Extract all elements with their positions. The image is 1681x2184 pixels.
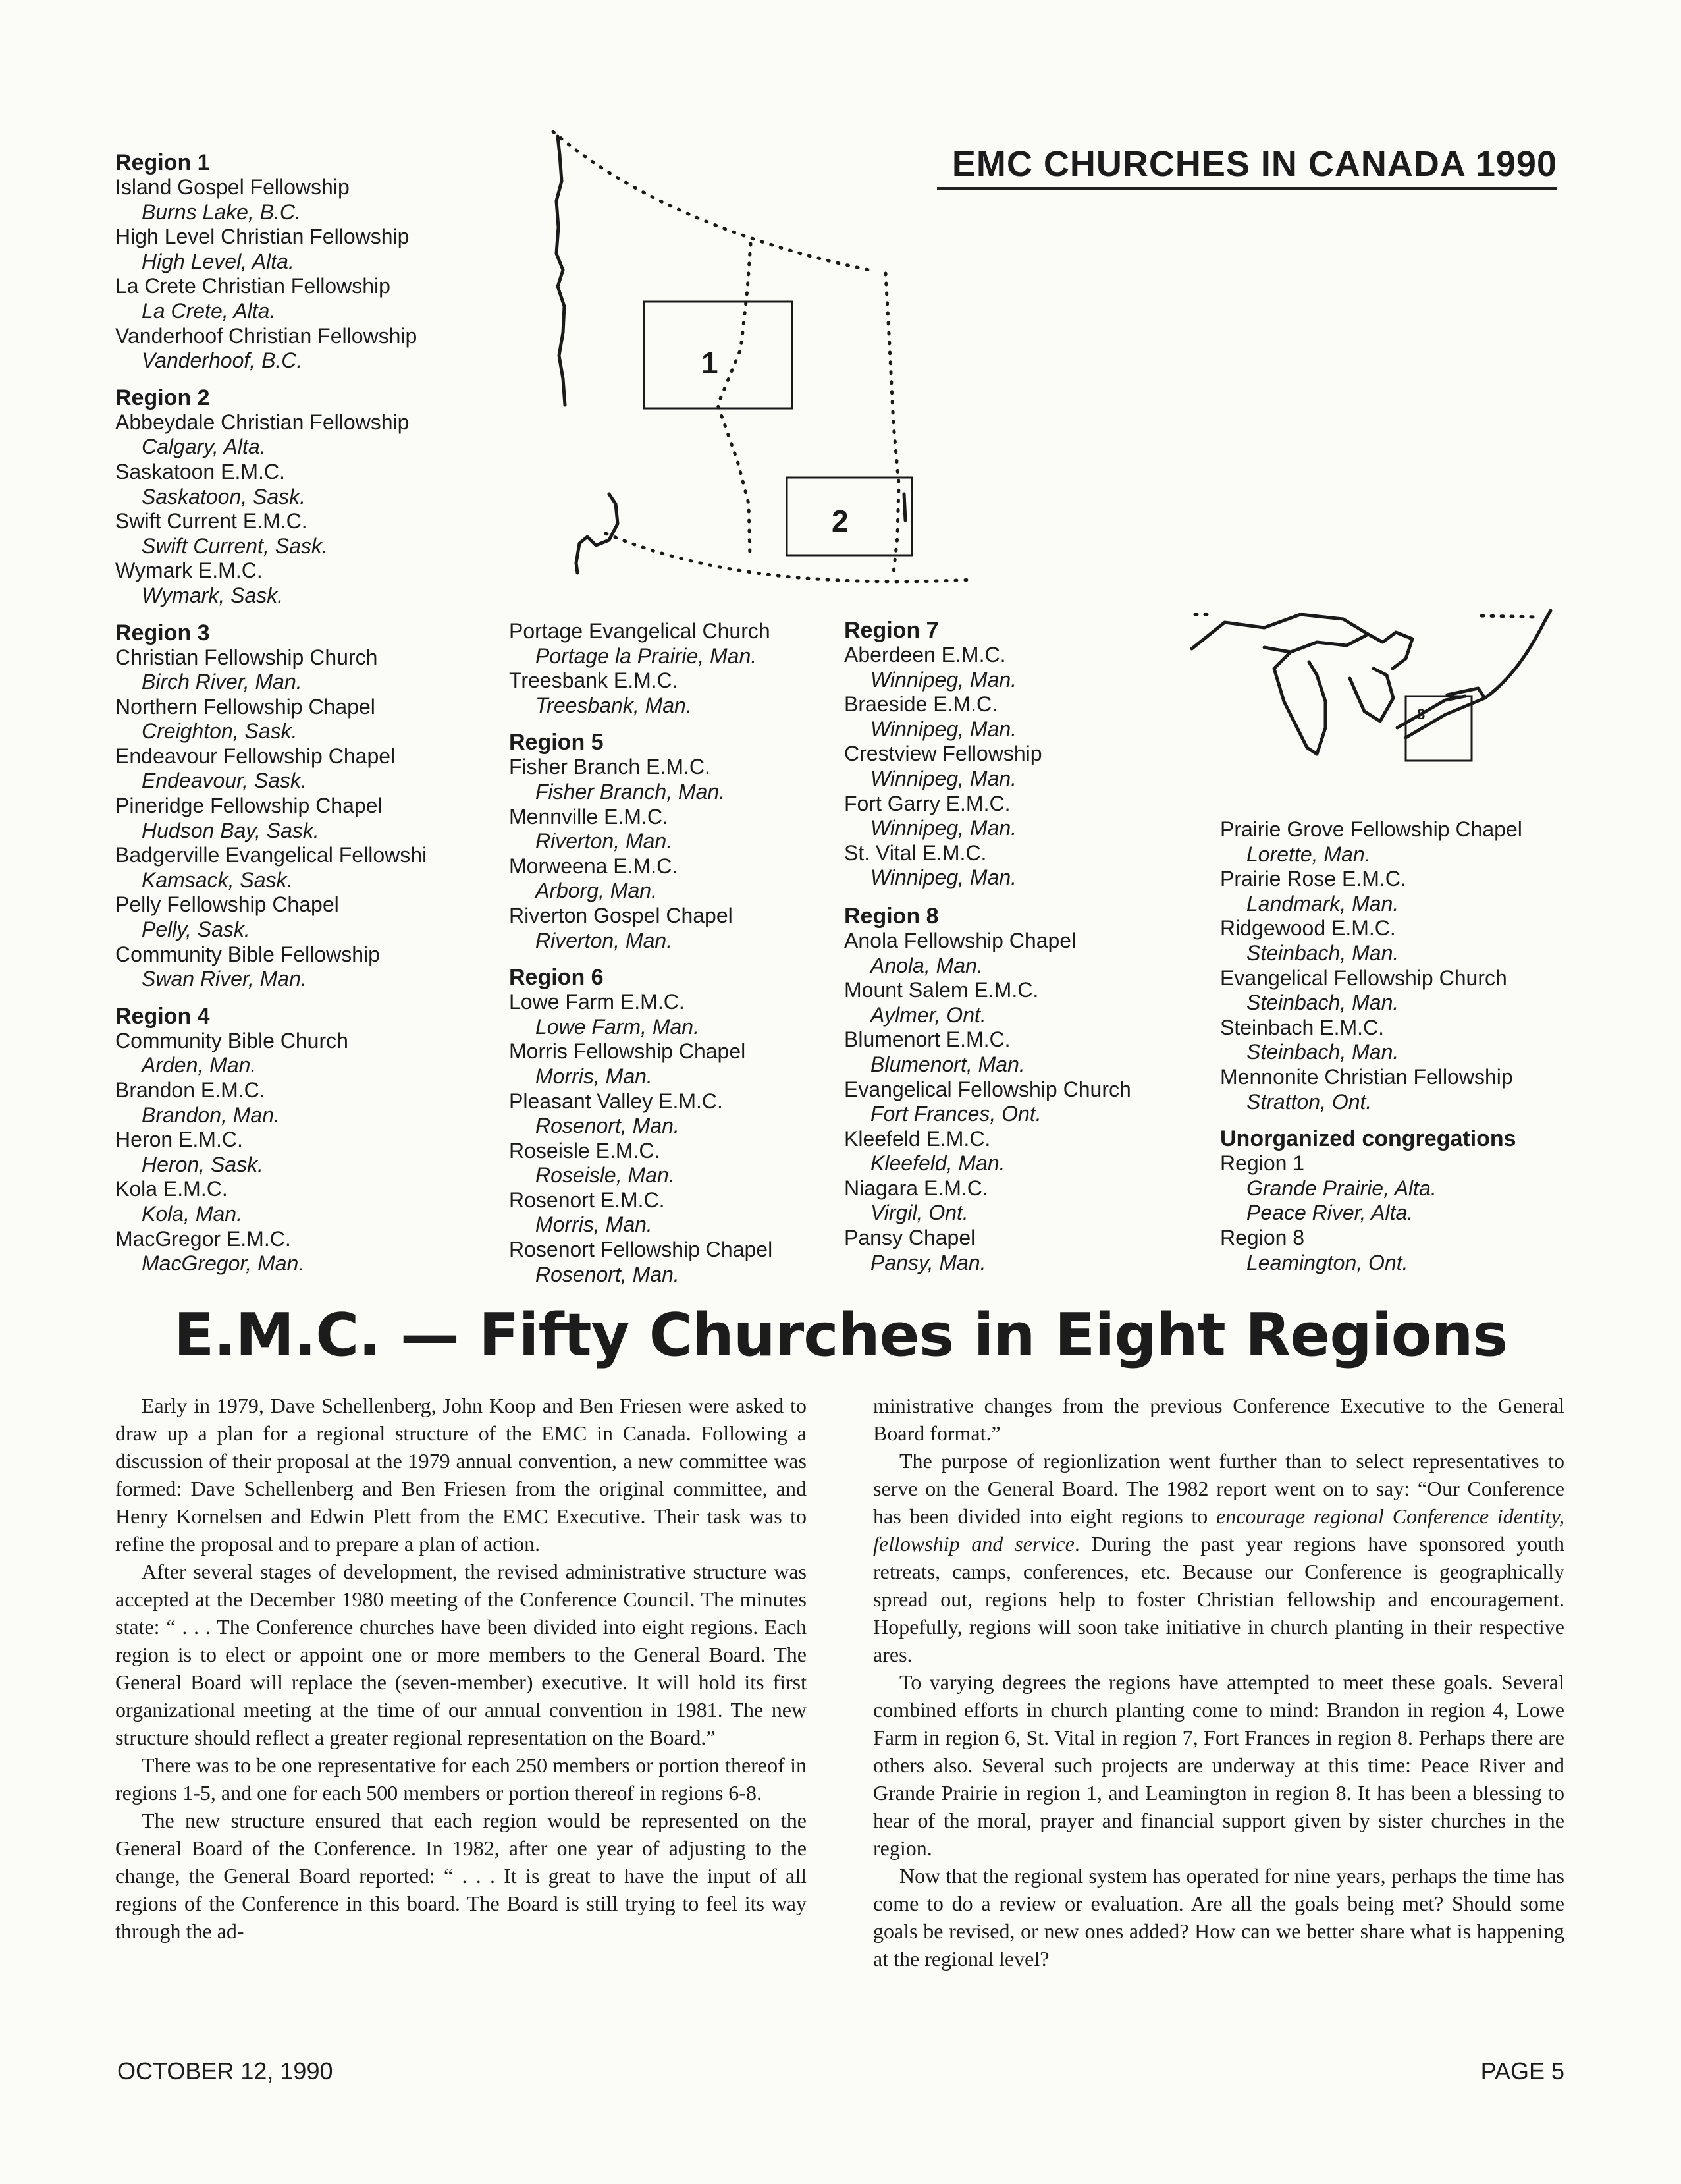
church-name: Anola Fellowship Chapel xyxy=(844,928,1077,952)
church-name: Fort Garry E.M.C. xyxy=(844,791,1011,815)
church-name: Fisher Branch E.M.C. xyxy=(509,755,710,779)
region-5-section xyxy=(509,730,772,953)
region-heading: Region 5 xyxy=(509,730,604,755)
church-location: Virgil, Ont. xyxy=(870,1201,969,1225)
church-name: Pleasant Valley E.M.C. xyxy=(509,1089,723,1113)
church-location: Steinbach, Man. xyxy=(1246,941,1399,965)
church-name: Braeside E.M.C. xyxy=(844,692,998,717)
church-name: Endeavour Fellowship Chapel xyxy=(115,744,396,768)
region-heading: Region 4 xyxy=(115,1003,210,1029)
church-location: Lorette, Man. xyxy=(1246,842,1371,866)
church-name: Community Bible Church xyxy=(115,1028,348,1052)
church-location: Winnipeg, Man. xyxy=(870,766,1017,790)
church-name: Rosenort E.M.C. xyxy=(509,1188,665,1212)
region-8-section xyxy=(844,904,1131,1275)
church-location: Stratton, Ont. xyxy=(1246,1089,1372,1114)
church-name: Pelly Fellowship Chapel xyxy=(115,892,339,917)
region-8-continued-section xyxy=(1220,817,1522,1114)
region-heading: Region 7 xyxy=(844,618,939,643)
church-name: Mount Salem E.M.C. xyxy=(844,978,1039,1002)
church-location: Rosenort, Man. xyxy=(535,1114,680,1138)
region-heading: Region 6 xyxy=(509,965,604,991)
church-location: Grande Prairie, Alta. xyxy=(1246,1176,1437,1200)
church-location: Blumenort, Man. xyxy=(870,1052,1025,1076)
church-location: Vanderhoof, B.C. xyxy=(142,348,303,373)
church-name: Morweena E.M.C. xyxy=(509,854,678,878)
church-location: Leamington, Ont. xyxy=(1246,1250,1408,1274)
church-name: Region 1 xyxy=(1220,1151,1305,1176)
church-name: Riverton Gospel Chapel xyxy=(509,903,733,927)
church-column-1 xyxy=(115,150,427,1276)
region-2-map-label: 2 xyxy=(832,504,849,538)
church-name: Aberdeen E.M.C. xyxy=(844,643,1006,667)
church-location: Lowe Farm, Man. xyxy=(535,1014,699,1039)
region-heading: Region 1 xyxy=(115,150,210,175)
church-location: Fort Frances, Ont. xyxy=(870,1102,1042,1126)
article-paragraph: There was to be one representative for each 250 members or portion thereof in regions 1-5, and one for each 500 members or portion thereof in regions 6-8. xyxy=(115,1753,807,1805)
church-location: Birch River, Man. xyxy=(142,670,302,694)
region-6-section xyxy=(509,965,772,1287)
article-headline: E.M.C. — Fifty Churches in Eight Regions xyxy=(173,1301,1508,1370)
church-location: High Level, Alta. xyxy=(142,249,294,273)
church-name: Evangelical Fellowship Church xyxy=(1220,966,1507,990)
church-name: Northern Fellowship Chapel xyxy=(115,694,375,719)
church-name: High Level Christian Fellowship xyxy=(115,225,410,249)
church-column-4 xyxy=(1220,817,1522,1275)
church-location: Calgary, Alta. xyxy=(142,435,266,459)
church-location: Swift Current, Sask. xyxy=(142,533,328,558)
church-location: Riverton, Man. xyxy=(535,829,673,854)
article-paragraph: After several stages of development, the revised administrative structure was accepted at the December 1980 meeting of the Conference Council. The minutes state: “ . . . The Conference churches have been divided into eight regions. Each region is to elect or appoint one or more members to the General Board. The General Board will replace the (seven-member) executive. It will hold its first organizational meeting at the time of our annual convention in 1981. The new structure should reflect a greater regional representation on the Board.” xyxy=(115,1560,807,1749)
church-name: Ridgewood E.M.C. xyxy=(1220,916,1396,941)
church-name: Region 8 xyxy=(1220,1225,1305,1249)
church-location: Portage la Prairie, Man. xyxy=(535,643,757,668)
church-location: Steinbach, Man. xyxy=(1246,991,1399,1015)
article-paragraph: ministrative changes from the previous Conference Executive to the General Board format.” xyxy=(873,1394,1564,1445)
church-location: Kamsack, Sask. xyxy=(142,867,293,892)
church-location: Saskatoon, Sask. xyxy=(142,484,306,508)
article-left-column xyxy=(115,1392,807,1945)
church-name: MacGregor E.M.C. xyxy=(115,1226,291,1251)
region-3-section xyxy=(115,620,427,992)
article-paragraph: The new structure ensured that each region would be represented on the General Board of the Conference. In 1982, after one year of adjusting to the change, the General Board reported: “ . . . It is great to have the input of all regions of the Conference in this board. The Board is still trying to feel its way through the ad- xyxy=(115,1809,807,1943)
church-name: Vanderhoof Christian Fellowship xyxy=(115,323,417,348)
church-location: Winnipeg, Man. xyxy=(870,667,1017,692)
church-location: Creighton, Sask. xyxy=(142,719,298,744)
church-location: Anola, Man. xyxy=(870,953,983,977)
church-location: Morris, Man. xyxy=(535,1213,653,1237)
church-name: Evangelical Fellowship Church xyxy=(844,1077,1131,1101)
church-location: Morris, Man. xyxy=(535,1064,653,1088)
church-name: Steinbach E.M.C. xyxy=(1220,1015,1384,1039)
church-name: Christian Fellowship Church xyxy=(115,645,378,669)
great-lakes-map xyxy=(1185,596,1567,794)
western-canada-map xyxy=(543,128,978,589)
church-name: Mennville E.M.C. xyxy=(509,804,668,829)
region-heading: Unorganized congregations xyxy=(1220,1126,1516,1152)
church-location: Pansy, Man. xyxy=(870,1250,986,1274)
church-name: Treesbank E.M.C. xyxy=(509,669,678,693)
church-name: Kleefeld E.M.C. xyxy=(844,1126,991,1151)
region-heading: Region 8 xyxy=(844,903,939,929)
church-name: Morris Fellowship Chapel xyxy=(509,1039,746,1064)
article-paragraph: To varying degrees the regions have attempted to meet these goals. Several combined efforts in church planting come to mind: Brandon in region 4, Lowe Farm in region 6, St. Vital in region 7, Fort Frances in region 8. Perhaps there are others also. Several such projects are underway at this time: Peace River and Grande Prairie in region 1, and Leamington in region 8. It has been a blessing to hear of the moral, prayer and financial support given by sister churches in the region. xyxy=(873,1670,1564,1860)
church-location: Swan River, Man. xyxy=(142,967,307,991)
article-paragraph xyxy=(873,1447,1564,1668)
church-name: Badgerville Evangelical Fellowshi xyxy=(115,843,427,867)
region-heading: Region 3 xyxy=(115,620,210,645)
church-name: Prairie Grove Fellowship Chapel xyxy=(1220,817,1522,841)
church-name: Brandon E.M.C. xyxy=(115,1078,265,1102)
church-location: Pelly, Sask. xyxy=(142,917,250,942)
church-location: Kola, Man. xyxy=(142,1201,242,1226)
church-location: Endeavour, Sask. xyxy=(142,769,307,793)
church-name: Rosenort Fellowship Chapel xyxy=(509,1238,773,1262)
church-location: Heron, Sask. xyxy=(142,1152,263,1176)
church-name: Pansy Chapel xyxy=(844,1226,976,1250)
church-column-3 xyxy=(844,618,1131,1275)
church-location: Fisher Branch, Man. xyxy=(535,779,726,804)
church-name: La Crete Christian Fellowship xyxy=(115,274,390,298)
emphasis-text: encourage regional Conference identity, fellowship and service xyxy=(873,1504,1565,1556)
church-location: Winnipeg, Man. xyxy=(870,717,1017,741)
church-name: Saskatoon E.M.C. xyxy=(115,459,285,483)
church-location: Arden, Man. xyxy=(142,1053,257,1078)
church-name: Wymark E.M.C. xyxy=(115,559,263,583)
church-location: Peace River, Alta. xyxy=(1246,1201,1414,1225)
church-location: Kleefeld, Man. xyxy=(870,1151,1005,1176)
church-location: Treesbank, Man. xyxy=(535,693,692,717)
church-location: Steinbach, Man. xyxy=(1246,1040,1399,1064)
article-right-column xyxy=(873,1392,1564,1973)
region-7-section xyxy=(844,618,1131,890)
church-location: Landmark, Man. xyxy=(1246,891,1399,915)
church-location: Wymark, Sask. xyxy=(142,583,284,607)
church-name: Crestview Fellowship xyxy=(844,742,1042,766)
region-1-map-label: 1 xyxy=(701,346,718,380)
church-name: Niagara E.M.C. xyxy=(844,1176,988,1200)
church-name: Swift Current E.M.C. xyxy=(115,509,307,533)
church-name: Portage Evangelical Church xyxy=(509,619,770,643)
article-paragraph: Early in 1979, Dave Schellenberg, John Koop and Ben Friesen were asked to draw up a plan for a regional structure of the EMC in Canada. Following a discussion of their proposal at the 1979 annual convention, a new committee was formed: Dave Schellenberg and Ben Friesen from the original committee, and Henry Kornelsen and Edwin Plett from the EMC Executive. Their task was to refine the proposal and to prepare a plan of action. xyxy=(115,1394,807,1556)
paragraph-text: . During the past year regions have sponsored youth retreats, camps, conferences, etc. Because our Conference is geographically spread out, regions help to foster Christian fellowship and encouragement. Hopefully, regions will soon take initiative in church planting in their respective ares. xyxy=(873,1532,1564,1666)
church-location: Winnipeg, Man. xyxy=(870,865,1017,890)
church-location: Rosenort, Man. xyxy=(535,1262,680,1286)
church-name: St. Vital E.M.C. xyxy=(844,840,987,865)
church-location: Hudson Bay, Sask. xyxy=(142,818,319,842)
church-name: Abbeydale Christian Fellowship xyxy=(115,410,410,434)
article-paragraph: Now that the regional system has operated for nine years, perhaps the time has come to do a review or evaluation. Are all the goals being met? Should some goals be revised, or new ones added? How can we better share what is happening at the regional level? xyxy=(873,1864,1564,1971)
footer-date: OCTOBER 12, 1990 xyxy=(117,2058,333,2085)
church-location: La Crete, Alta. xyxy=(142,298,276,323)
region-heading: Region 2 xyxy=(115,385,210,410)
church-location: Aylmer, Ont. xyxy=(870,1002,986,1027)
church-location: Roseisle, Man. xyxy=(535,1163,675,1188)
region-2-section xyxy=(115,385,427,609)
church-name: Community Bible Fellowship xyxy=(115,942,380,966)
church-name: Kola E.M.C. xyxy=(115,1177,228,1201)
church-name: Mennonite Christian Fellowship xyxy=(1220,1064,1513,1089)
church-location: Riverton, Man. xyxy=(535,928,673,952)
church-name: Prairie Rose E.M.C. xyxy=(1220,867,1406,891)
church-location: Burns Lake, B.C. xyxy=(142,200,301,224)
church-name: Blumenort E.M.C. xyxy=(844,1027,1011,1052)
region-4-section xyxy=(115,1004,427,1276)
church-name: Heron E.M.C. xyxy=(115,1128,243,1152)
church-name: Lowe Farm E.M.C. xyxy=(509,990,685,1014)
church-location: MacGregor, Man. xyxy=(142,1251,305,1276)
unorganized-section xyxy=(1220,1126,1522,1275)
region-1-section xyxy=(115,150,427,373)
church-location: Arborg, Man. xyxy=(535,879,657,903)
page-number: PAGE 5 xyxy=(1480,2058,1564,2085)
church-column-2 xyxy=(509,619,772,1287)
region-4-continued-section xyxy=(509,619,772,718)
church-name: Roseisle E.M.C. xyxy=(509,1138,660,1162)
church-name: Island Gospel Fellowship xyxy=(115,175,350,199)
paragraph-text: The purpose of regionlization went further than to select representatives to serve on the General Board. The 1982 report went on to say: “Our Conference has been divided into eight regions to xyxy=(873,1449,1564,1528)
church-location: Brandon, Man. xyxy=(142,1103,280,1127)
page-title: EMC CHURCHES IN CANADA 1990 xyxy=(937,144,1557,190)
church-location: Winnipeg, Man. xyxy=(870,816,1017,840)
region-8-map-label: 8 xyxy=(1417,706,1426,723)
church-name: Pineridge Fellowship Chapel xyxy=(115,794,383,818)
